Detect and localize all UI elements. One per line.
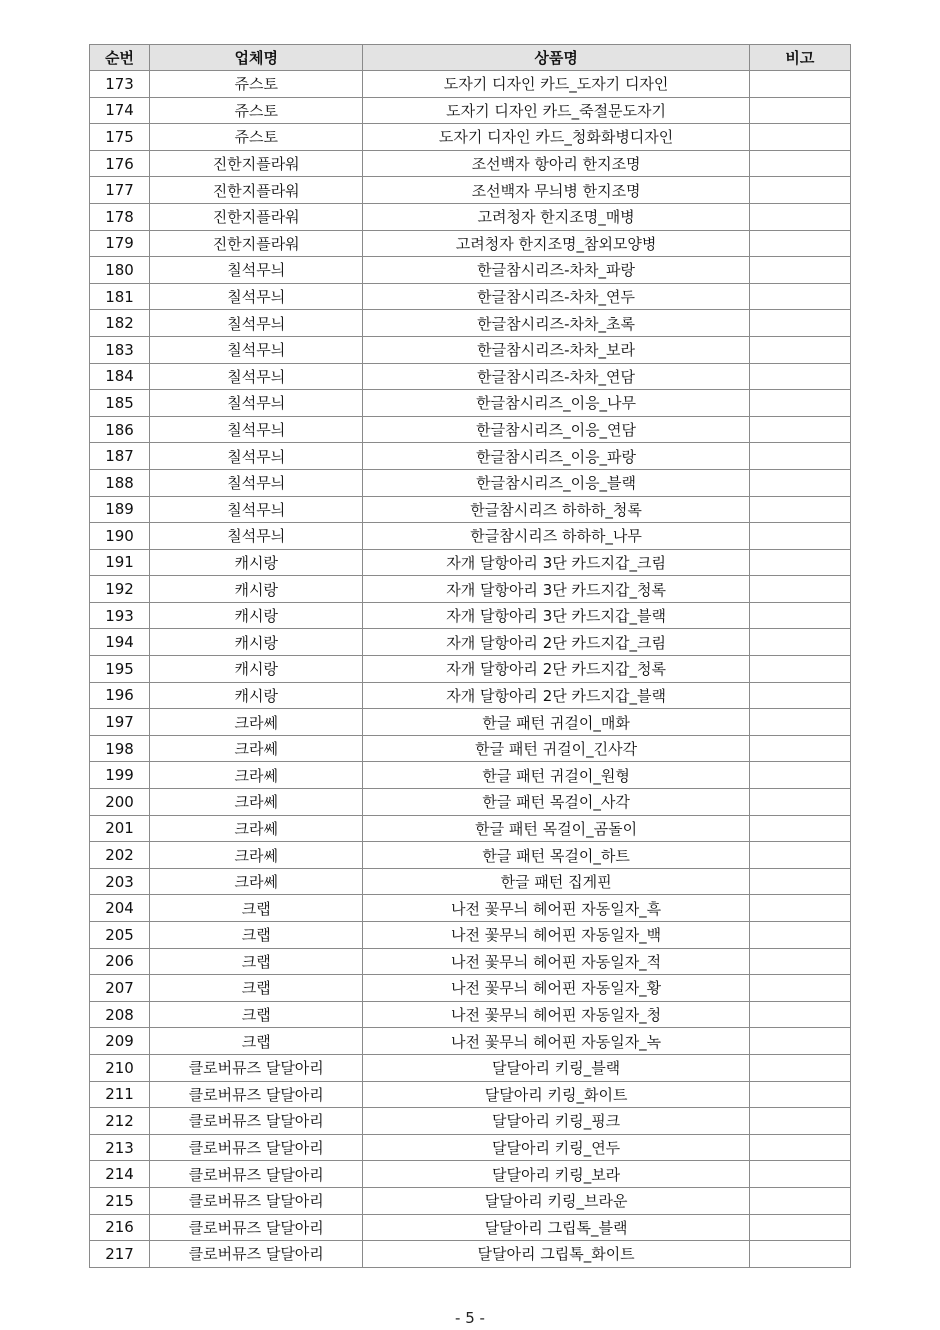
cell-vendor: 쥬스토: [150, 97, 363, 124]
cell-vendor: 진한지플라워: [150, 230, 363, 257]
cell-product: 도자기 디자인 카드_청화화병디자인: [363, 124, 750, 151]
table-row: [90, 948, 851, 975]
table-row: [90, 1161, 851, 1188]
cell-no: 180: [90, 257, 150, 284]
table-row: [90, 762, 851, 789]
table-row: [90, 97, 851, 124]
cell-product: 한글참시리즈 하하하_청록: [363, 496, 750, 523]
cell-no: 195: [90, 656, 150, 683]
cell-no: 201: [90, 815, 150, 842]
cell-no: 186: [90, 416, 150, 443]
cell-note: [749, 1214, 850, 1241]
table-row: [90, 1214, 851, 1241]
cell-product: 달달아리 키링_블랙: [363, 1054, 750, 1081]
table-row: [90, 1028, 851, 1055]
cell-note: [749, 842, 850, 869]
cell-note: [749, 1187, 850, 1214]
cell-vendor: 칠석무늬: [150, 443, 363, 470]
cell-note: [749, 602, 850, 629]
cell-no: 200: [90, 789, 150, 816]
table-row: [90, 363, 851, 390]
cell-no: 182: [90, 310, 150, 337]
cell-product: 한글참시리즈-차차_보라: [363, 336, 750, 363]
cell-product: 자개 달항아리 2단 카드지갑_청록: [363, 656, 750, 683]
cell-vendor: 캐시랑: [150, 549, 363, 576]
cell-note: [749, 948, 850, 975]
cell-vendor: 캐시랑: [150, 682, 363, 709]
table-row: [90, 283, 851, 310]
cell-vendor: 칠석무늬: [150, 257, 363, 284]
cell-no: 206: [90, 948, 150, 975]
cell-no: 190: [90, 523, 150, 550]
cell-vendor: 크라쎄: [150, 762, 363, 789]
table-row: [90, 496, 851, 523]
cell-product: 한글참시리즈-차차_초록: [363, 310, 750, 337]
cell-vendor: 크라쎄: [150, 735, 363, 762]
cell-product: 나전 꽃무늬 헤어핀 자동일자_흑: [363, 895, 750, 922]
cell-vendor: 캐시랑: [150, 656, 363, 683]
cell-vendor: 칠석무늬: [150, 416, 363, 443]
table-row: [90, 549, 851, 576]
cell-product: 한글 패턴 귀걸이_매화: [363, 709, 750, 736]
cell-product: 자개 달항아리 2단 카드지갑_블랙: [363, 682, 750, 709]
header-vendor: 업체명: [150, 45, 363, 71]
cell-vendor: 클로버뮤즈 달달아리: [150, 1241, 363, 1268]
table-row: [90, 1081, 851, 1108]
cell-note: [749, 629, 850, 656]
cell-note: [749, 789, 850, 816]
cell-no: 208: [90, 1001, 150, 1028]
table-row: [90, 124, 851, 151]
cell-product: 한글 패턴 귀걸이_긴사각: [363, 735, 750, 762]
cell-note: [749, 177, 850, 204]
cell-vendor: 크라쎄: [150, 709, 363, 736]
cell-no: 210: [90, 1054, 150, 1081]
cell-vendor: 캐시랑: [150, 629, 363, 656]
cell-vendor: 크라쎄: [150, 789, 363, 816]
cell-no: 212: [90, 1108, 150, 1135]
cell-vendor: 크랩: [150, 922, 363, 949]
cell-note: [749, 1108, 850, 1135]
table-row: [90, 868, 851, 895]
header-note: 비고: [749, 45, 850, 71]
cell-vendor: 칠석무늬: [150, 523, 363, 550]
table-header: [90, 45, 851, 71]
cell-no: 193: [90, 602, 150, 629]
cell-note: [749, 656, 850, 683]
cell-no: 213: [90, 1134, 150, 1161]
cell-note: [749, 1001, 850, 1028]
cell-note: [749, 230, 850, 257]
table-row: [90, 895, 851, 922]
cell-no: 188: [90, 469, 150, 496]
cell-vendor: 크랩: [150, 1028, 363, 1055]
cell-no: 194: [90, 629, 150, 656]
cell-note: [749, 895, 850, 922]
cell-no: 205: [90, 922, 150, 949]
cell-product: 나전 꽃무늬 헤어핀 자동일자_황: [363, 975, 750, 1002]
cell-note: [749, 97, 850, 124]
table-row: [90, 975, 851, 1002]
cell-note: [749, 709, 850, 736]
cell-note: [749, 682, 850, 709]
product-table: [89, 44, 851, 1268]
cell-product: 나전 꽃무늬 헤어핀 자동일자_청: [363, 1001, 750, 1028]
table-row: [90, 1187, 851, 1214]
cell-product: 나전 꽃무늬 헤어핀 자동일자_녹: [363, 1028, 750, 1055]
cell-product: 한글 패턴 목걸이_하트: [363, 842, 750, 869]
cell-note: [749, 124, 850, 151]
cell-no: 191: [90, 549, 150, 576]
cell-product: 한글참시리즈_이응_블랙: [363, 469, 750, 496]
table-row: [90, 177, 851, 204]
cell-note: [749, 975, 850, 1002]
cell-product: 한글 패턴 목걸이_곰돌이: [363, 815, 750, 842]
table-row: [90, 71, 851, 98]
cell-vendor: 쥬스토: [150, 71, 363, 98]
cell-no: 181: [90, 283, 150, 310]
cell-note: [749, 363, 850, 390]
cell-no: 204: [90, 895, 150, 922]
cell-no: 185: [90, 390, 150, 417]
table-row: [90, 815, 851, 842]
cell-note: [749, 1134, 850, 1161]
cell-vendor: 쥬스토: [150, 124, 363, 151]
cell-no: 199: [90, 762, 150, 789]
cell-product: 나전 꽃무늬 헤어핀 자동일자_적: [363, 948, 750, 975]
cell-note: [749, 416, 850, 443]
cell-product: 한글참시리즈-차차_연두: [363, 283, 750, 310]
table-row: [90, 1134, 851, 1161]
cell-no: 177: [90, 177, 150, 204]
cell-product: 한글참시리즈_이응_연담: [363, 416, 750, 443]
cell-vendor: 크라쎄: [150, 815, 363, 842]
cell-note: [749, 310, 850, 337]
cell-note: [749, 1081, 850, 1108]
cell-no: 184: [90, 363, 150, 390]
cell-product: 자개 달항아리 2단 카드지갑_크림: [363, 629, 750, 656]
table-row: [90, 735, 851, 762]
cell-note: [749, 868, 850, 895]
table-row: [90, 416, 851, 443]
cell-note: [749, 762, 850, 789]
cell-vendor: 칠석무늬: [150, 283, 363, 310]
cell-product: 조선백자 항아리 한지조명: [363, 150, 750, 177]
cell-product: 나전 꽃무늬 헤어핀 자동일자_백: [363, 922, 750, 949]
table-row: [90, 602, 851, 629]
cell-no: 214: [90, 1161, 150, 1188]
table-row: [90, 1108, 851, 1135]
header-row: [90, 45, 851, 71]
cell-note: [749, 922, 850, 949]
table-row: [90, 682, 851, 709]
table-row: [90, 469, 851, 496]
cell-no: 215: [90, 1187, 150, 1214]
cell-product: 조선백자 무늬병 한지조명: [363, 177, 750, 204]
cell-no: 216: [90, 1214, 150, 1241]
cell-vendor: 클로버뮤즈 달달아리: [150, 1187, 363, 1214]
cell-note: [749, 1054, 850, 1081]
cell-note: [749, 549, 850, 576]
cell-vendor: 칠석무늬: [150, 469, 363, 496]
header-product: 상품명: [363, 45, 750, 71]
cell-product: 고려청자 한지조명_매병: [363, 203, 750, 230]
cell-no: 178: [90, 203, 150, 230]
cell-no: 217: [90, 1241, 150, 1268]
cell-note: [749, 390, 850, 417]
cell-note: [749, 1028, 850, 1055]
cell-vendor: 크랩: [150, 948, 363, 975]
table-row: [90, 629, 851, 656]
cell-note: [749, 283, 850, 310]
cell-product: 도자기 디자인 카드_죽절문도자기: [363, 97, 750, 124]
cell-no: 209: [90, 1028, 150, 1055]
cell-vendor: 클로버뮤즈 달달아리: [150, 1134, 363, 1161]
cell-vendor: 크랩: [150, 975, 363, 1002]
cell-product: 한글 패턴 집게핀: [363, 868, 750, 895]
cell-product: 한글참시리즈 하하하_나무: [363, 523, 750, 550]
cell-no: 197: [90, 709, 150, 736]
table-row: [90, 310, 851, 337]
table-row: [90, 336, 851, 363]
cell-note: [749, 469, 850, 496]
cell-product: 한글참시리즈-차차_연담: [363, 363, 750, 390]
cell-note: [749, 336, 850, 363]
cell-no: 174: [90, 97, 150, 124]
cell-no: 183: [90, 336, 150, 363]
table-row: [90, 576, 851, 603]
cell-vendor: 크랩: [150, 1001, 363, 1028]
cell-vendor: 칠석무늬: [150, 336, 363, 363]
table-row: [90, 1054, 851, 1081]
table-row: [90, 150, 851, 177]
cell-product: 달달아리 키링_핑크: [363, 1108, 750, 1135]
table-row: [90, 789, 851, 816]
table-row: [90, 922, 851, 949]
cell-note: [749, 735, 850, 762]
cell-vendor: 진한지플라워: [150, 203, 363, 230]
cell-product: 자개 달항아리 3단 카드지갑_블랙: [363, 602, 750, 629]
cell-note: [749, 1161, 850, 1188]
table-row: [90, 523, 851, 550]
cell-no: 211: [90, 1081, 150, 1108]
cell-no: 179: [90, 230, 150, 257]
table-body: [90, 71, 851, 1268]
table-row: [90, 709, 851, 736]
cell-product: 한글 패턴 귀걸이_원형: [363, 762, 750, 789]
cell-vendor: 클로버뮤즈 달달아리: [150, 1054, 363, 1081]
cell-note: [749, 257, 850, 284]
cell-product: 고려청자 한지조명_참외모양병: [363, 230, 750, 257]
cell-vendor: 캐시랑: [150, 576, 363, 603]
cell-no: 198: [90, 735, 150, 762]
cell-no: 207: [90, 975, 150, 1002]
cell-no: 176: [90, 150, 150, 177]
cell-no: 175: [90, 124, 150, 151]
cell-note: [749, 443, 850, 470]
cell-note: [749, 203, 850, 230]
cell-product: 달달아리 그립톡_화이트: [363, 1241, 750, 1268]
cell-no: 189: [90, 496, 150, 523]
cell-vendor: 캐시랑: [150, 602, 363, 629]
cell-product: 달달아리 키링_브라운: [363, 1187, 750, 1214]
cell-product: 한글 패턴 목걸이_사각: [363, 789, 750, 816]
cell-product: 한글참시리즈_이응_파랑: [363, 443, 750, 470]
cell-product: 도자기 디자인 카드_도자기 디자인: [363, 71, 750, 98]
table-row: [90, 443, 851, 470]
table-row: [90, 257, 851, 284]
cell-product: 달달아리 키링_연두: [363, 1134, 750, 1161]
cell-no: 187: [90, 443, 150, 470]
cell-vendor: 칠석무늬: [150, 363, 363, 390]
table-row: [90, 656, 851, 683]
cell-product: 달달아리 키링_보라: [363, 1161, 750, 1188]
table-row: [90, 390, 851, 417]
cell-no: 192: [90, 576, 150, 603]
cell-vendor: 크라쎄: [150, 868, 363, 895]
cell-product: 달달아리 그립톡_블랙: [363, 1214, 750, 1241]
cell-vendor: 크라쎄: [150, 842, 363, 869]
cell-no: 173: [90, 71, 150, 98]
cell-vendor: 칠석무늬: [150, 390, 363, 417]
header-no: 순번: [90, 45, 150, 71]
cell-vendor: 클로버뮤즈 달달아리: [150, 1161, 363, 1188]
cell-vendor: 진한지플라워: [150, 177, 363, 204]
cell-product: 자개 달항아리 3단 카드지갑_크림: [363, 549, 750, 576]
cell-product: 달달아리 키링_화이트: [363, 1081, 750, 1108]
cell-vendor: 칠석무늬: [150, 310, 363, 337]
cell-note: [749, 815, 850, 842]
cell-product: 자개 달항아리 3단 카드지갑_청록: [363, 576, 750, 603]
cell-vendor: 진한지플라워: [150, 150, 363, 177]
cell-product: 한글참시리즈-차차_파랑: [363, 257, 750, 284]
cell-vendor: 크랩: [150, 895, 363, 922]
cell-no: 203: [90, 868, 150, 895]
cell-note: [749, 576, 850, 603]
table-row: [90, 1241, 851, 1268]
cell-note: [749, 150, 850, 177]
cell-vendor: 칠석무늬: [150, 496, 363, 523]
cell-vendor: 클로버뮤즈 달달아리: [150, 1108, 363, 1135]
cell-vendor: 클로버뮤즈 달달아리: [150, 1081, 363, 1108]
cell-note: [749, 1241, 850, 1268]
cell-product: 한글참시리즈_이응_나무: [363, 390, 750, 417]
cell-no: 196: [90, 682, 150, 709]
cell-vendor: 클로버뮤즈 달달아리: [150, 1214, 363, 1241]
table-row: [90, 842, 851, 869]
table-row: [90, 203, 851, 230]
page-number: - 5 -: [455, 1309, 485, 1327]
cell-note: [749, 71, 850, 98]
cell-note: [749, 496, 850, 523]
table-row: [90, 230, 851, 257]
table-row: [90, 1001, 851, 1028]
cell-no: 202: [90, 842, 150, 869]
cell-note: [749, 523, 850, 550]
